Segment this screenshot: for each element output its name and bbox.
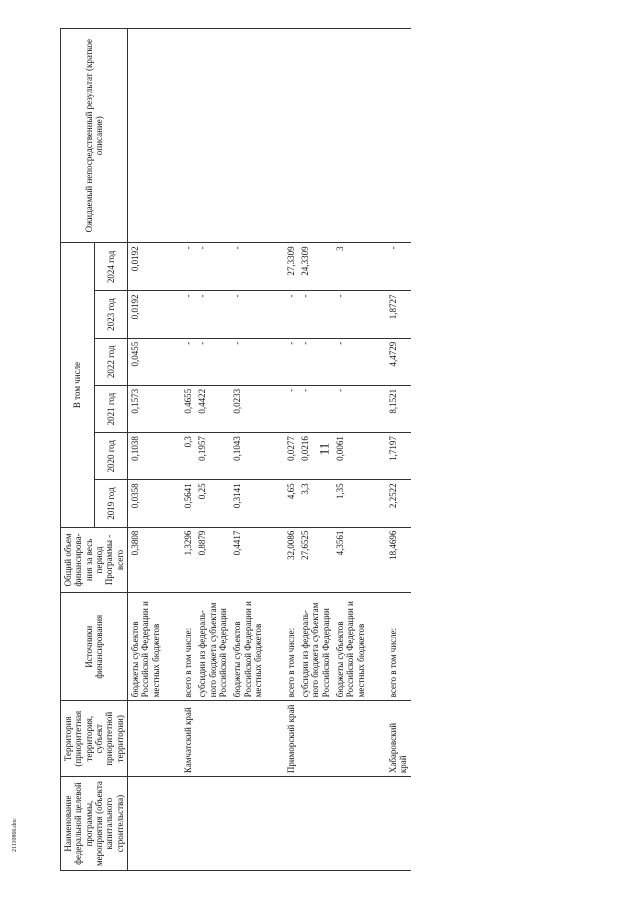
cell-2020: 0,0061 bbox=[333, 433, 368, 480]
table-row bbox=[128, 29, 164, 871]
cell-2019: 0,3141 bbox=[230, 480, 265, 527]
cell-2023: 1,8727 bbox=[386, 291, 411, 338]
cell-result bbox=[230, 29, 265, 243]
header-group-label: В том числе bbox=[61, 243, 95, 527]
cell-total: 18,4696 bbox=[386, 527, 411, 593]
cell-2023: - bbox=[333, 291, 368, 338]
cell-2024: - bbox=[386, 243, 411, 291]
cell-2019: 1,35 bbox=[333, 480, 368, 527]
header-result: Ожидаемый непосредственный результат (краткое описание) bbox=[61, 29, 128, 243]
cell-total: 32,0086 bbox=[284, 527, 298, 593]
table-row bbox=[181, 29, 195, 871]
header-total: Общий объем финансирова-ния за весь период Программы - всего bbox=[61, 527, 128, 593]
cell-2019: 4,65 bbox=[284, 480, 298, 527]
funding-table bbox=[60, 28, 411, 871]
header-year-2024: 2024 год bbox=[94, 243, 128, 291]
cell-territory: Камчатский край bbox=[181, 701, 195, 777]
cell-2022: - bbox=[284, 338, 298, 385]
cell-2019: 0,0358 bbox=[128, 480, 164, 527]
cell-program-name bbox=[298, 777, 333, 871]
header-source: Источники финансирования bbox=[61, 593, 128, 701]
cell-source: субсидии из федераль-ного бюджета субъектам Российской Федерации bbox=[298, 593, 333, 701]
table-row bbox=[195, 29, 230, 871]
cell-program-name bbox=[195, 777, 230, 871]
table-row bbox=[298, 29, 333, 871]
table-row bbox=[333, 29, 368, 871]
cell-2020: 0,1038 bbox=[128, 433, 164, 480]
cell-2024: 0,0192 bbox=[128, 243, 164, 291]
cell-result bbox=[128, 29, 164, 243]
cell-2022: - bbox=[298, 338, 333, 385]
table-row bbox=[386, 29, 411, 871]
cell-result bbox=[195, 29, 230, 243]
cell-source: всего в том числе: bbox=[284, 593, 298, 701]
cell-2022: - bbox=[230, 338, 265, 385]
cell-territory bbox=[298, 701, 333, 777]
cell-2021: 0,1573 bbox=[128, 385, 164, 432]
cell-2021: 0,0233 bbox=[230, 385, 265, 432]
cell-source: бюджеты субъектов Российской Федерации и местных бюджетов bbox=[333, 593, 368, 701]
header-territory: Территория (приоритетная территория, субъект приоритетной территории) bbox=[61, 701, 128, 777]
cell-2021: 0,4655 bbox=[181, 385, 195, 432]
cell-2023: - bbox=[284, 291, 298, 338]
header-year-2023: 2023 год bbox=[94, 291, 128, 338]
cell-2020: 0,3 bbox=[181, 433, 195, 480]
table-row bbox=[284, 29, 298, 871]
header-year-2021: 2021 год bbox=[94, 385, 128, 432]
cell-total: 0,3808 bbox=[128, 527, 164, 593]
cell-program-name bbox=[181, 777, 195, 871]
cell-2024: - bbox=[230, 243, 265, 291]
cell-program-name bbox=[284, 777, 298, 871]
cell-2021: - bbox=[298, 385, 333, 432]
cell-program-name bbox=[230, 777, 265, 871]
page-number: 11 bbox=[316, 442, 332, 456]
cell-2024: 27,3309 bbox=[284, 243, 298, 291]
cell-source: всего в том числе: bbox=[386, 593, 411, 701]
cell-2020: 0,0277 bbox=[284, 433, 298, 480]
header-program-name: Наименование федеральной целевой программы, мероприятия (объекта капитального строительства) bbox=[61, 777, 128, 871]
cell-source: бюджеты субъектов Российской Федерации и местных бюджетов bbox=[230, 593, 265, 701]
header-year-2020: 2020 год bbox=[94, 433, 128, 480]
cell-territory bbox=[333, 701, 368, 777]
cell-2021: 0,4422 bbox=[195, 385, 230, 432]
cell-2023: 0,0192 bbox=[128, 291, 164, 338]
header-year-2019: 2019 год bbox=[94, 480, 128, 527]
cell-territory: Хабаровский край bbox=[386, 701, 411, 777]
cell-2024: - bbox=[195, 243, 230, 291]
cell-program-name bbox=[386, 777, 411, 871]
cell-2024: 24,3309 bbox=[298, 243, 333, 291]
cell-2022: - bbox=[181, 338, 195, 385]
cell-program-name bbox=[333, 777, 368, 871]
cell-2022: - bbox=[195, 338, 230, 385]
cell-total: 27,6525 bbox=[298, 527, 333, 593]
cell-2020: 0,1957 bbox=[195, 433, 230, 480]
header-year-2022: 2022 год bbox=[94, 338, 128, 385]
document-footer: 21110866.doc bbox=[12, 818, 18, 852]
cell-2024: 3 bbox=[333, 243, 368, 291]
cell-2022: 0,0455 bbox=[128, 338, 164, 385]
cell-territory: Приморский край bbox=[284, 701, 298, 777]
cell-result bbox=[181, 29, 195, 243]
cell-2022: - bbox=[333, 338, 368, 385]
table-row bbox=[230, 29, 265, 871]
cell-2021: - bbox=[284, 385, 298, 432]
cell-result bbox=[298, 29, 333, 243]
cell-territory bbox=[195, 701, 230, 777]
cell-source: бюджеты субъектов Российской Федерации и местных бюджетов bbox=[128, 593, 164, 701]
cell-total: 4,3561 bbox=[333, 527, 368, 593]
cell-result bbox=[284, 29, 298, 243]
cell-2021: 8,1521 bbox=[386, 385, 411, 432]
cell-territory bbox=[128, 701, 164, 777]
cell-source: субсидии из федераль-ного бюджета субъектам Российской Федерации bbox=[195, 593, 230, 701]
cell-total: 0,4417 bbox=[230, 527, 265, 593]
cell-source: всего в том числе: bbox=[181, 593, 195, 701]
cell-2021: - bbox=[333, 385, 368, 432]
cell-result bbox=[386, 29, 411, 243]
cell-2020: 1,7197 bbox=[386, 433, 411, 480]
cell-2023: - bbox=[298, 291, 333, 338]
cell-2022: 4,4729 bbox=[386, 338, 411, 385]
cell-result bbox=[333, 29, 368, 243]
cell-2023: - bbox=[181, 291, 195, 338]
rotated-page bbox=[60, 28, 603, 871]
cell-2023: - bbox=[230, 291, 265, 338]
cell-territory bbox=[230, 701, 265, 777]
cell-program-name bbox=[128, 777, 164, 871]
cell-2020: 0,1043 bbox=[230, 433, 265, 480]
cell-2019: 3,3 bbox=[298, 480, 333, 527]
cell-2019: 0,25 bbox=[195, 480, 230, 527]
cell-total: 0,8879 bbox=[195, 527, 230, 593]
funding-table-frame bbox=[60, 28, 603, 871]
cell-total: 1,3296 bbox=[181, 527, 195, 593]
cell-2020: 0,0216 bbox=[298, 433, 333, 480]
cell-2019: 0,5641 bbox=[181, 480, 195, 527]
cell-2024: - bbox=[181, 243, 195, 291]
cell-2019: 2,2522 bbox=[386, 480, 411, 527]
cell-2023: - bbox=[195, 291, 230, 338]
